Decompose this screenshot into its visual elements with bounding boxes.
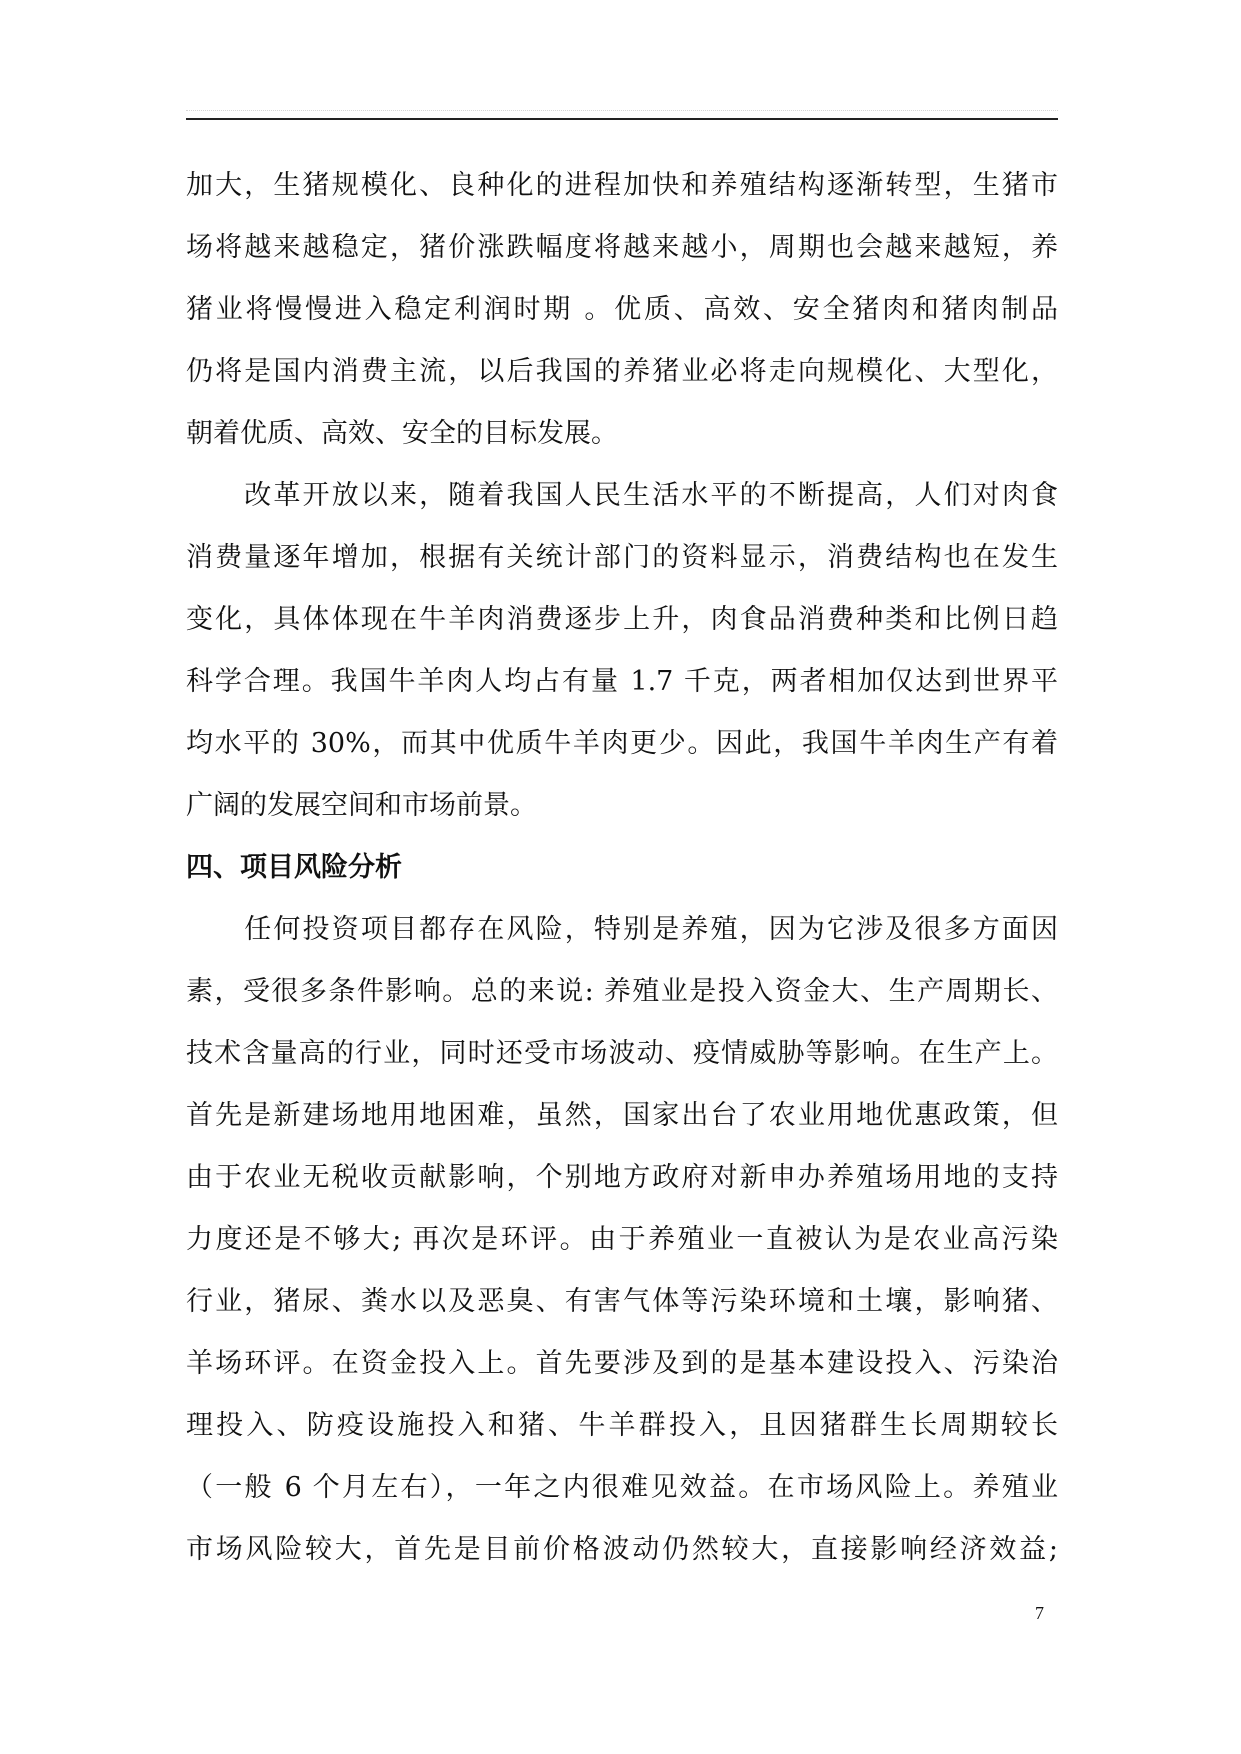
text-line: 技术含量高的行业，同时还受市场波动、疫情威胁等影响。在生产上。 — [186, 1038, 1058, 1069]
text-line: 猪业将慢慢进入稳定利润时期 。优质、高效、安全猪肉和猪肉制品 — [186, 294, 1058, 325]
text-line: 理投入、防疫设施投入和猪、牛羊群投入，且因猪群生长周期较长 — [186, 1410, 1058, 1441]
text-line: 市场风险较大，首先是目前价格波动仍然较大，直接影响经济效益; — [186, 1534, 1058, 1565]
header-rule — [186, 118, 1058, 120]
text-line: 消费量逐年增加，根据有关统计部门的资料显示，消费结构也在发生 — [186, 542, 1058, 573]
text-line: （一般 6 个月左右），一年之内很难见效益。在市场风险上。养殖业 — [186, 1472, 1058, 1503]
text-line: 变化，具体体现在牛羊肉消费逐步上升，肉食品消费种类和比例日趋 — [186, 604, 1058, 635]
text-line: 朝着优质、高效、安全的目标发展。 — [186, 418, 618, 449]
text-line: 场将越来越稳定，猪价涨跌幅度将越来越小，周期也会越来越短，养 — [186, 232, 1058, 263]
body-content — [186, 155, 1058, 1581]
text-line: 仍将是国内消费主流，以后我国的养猪业必将走向规模化、大型化， — [186, 356, 1058, 387]
paragraph-risk-analysis — [186, 899, 1058, 1581]
text-line: 行业，猪尿、粪水以及恶臭、有害气体等污染环境和土壤，影响猪、 — [186, 1286, 1058, 1317]
text-line: 首先是新建场地用地困难，虽然，国家出台了农业用地优惠政策，但 — [186, 1100, 1058, 1131]
text-line: 均水平的 30%，而其中优质牛羊肉更少。因此，我国牛羊肉生产有着 — [186, 728, 1058, 759]
header-faint-line — [186, 110, 1058, 112]
text-line: 素，受很多条件影响。总的来说: 养殖业是投入资金大、生产周期长、 — [186, 976, 1058, 1007]
text-line: 任何投资项目都存在风险，特别是养殖，因为它涉及很多方面因 — [186, 914, 1058, 945]
paragraph-meat-consumption — [186, 465, 1058, 837]
text-line: 羊场环评。在资金投入上。首先要涉及到的是基本建设投入、污染治 — [186, 1348, 1058, 1379]
text-line: 由于农业无税收贡献影响，个别地方政府对新申办养殖场用地的支持 — [186, 1162, 1058, 1193]
text-line: 广阔的发展空间和市场前景。 — [186, 790, 537, 821]
text-line: 改革开放以来，随着我国人民生活水平的不断提高，人们对肉食 — [186, 480, 1058, 511]
text-line: 力度还是不够大; 再次是环评。由于养殖业一直被认为是农业高污染 — [186, 1224, 1058, 1255]
text-line: 加大，生猪规模化、良种化的进程加快和养殖结构逐渐转型，生猪市 — [186, 170, 1058, 201]
text-line: 科学合理。我国牛羊肉人均占有量 1.7 千克，两者相加仅达到世界平 — [186, 666, 1058, 697]
section-heading: 四、项目风险分析 — [186, 852, 402, 883]
paragraph-market-trend — [186, 155, 1058, 465]
page-number: 7 — [1035, 1603, 1044, 1623]
